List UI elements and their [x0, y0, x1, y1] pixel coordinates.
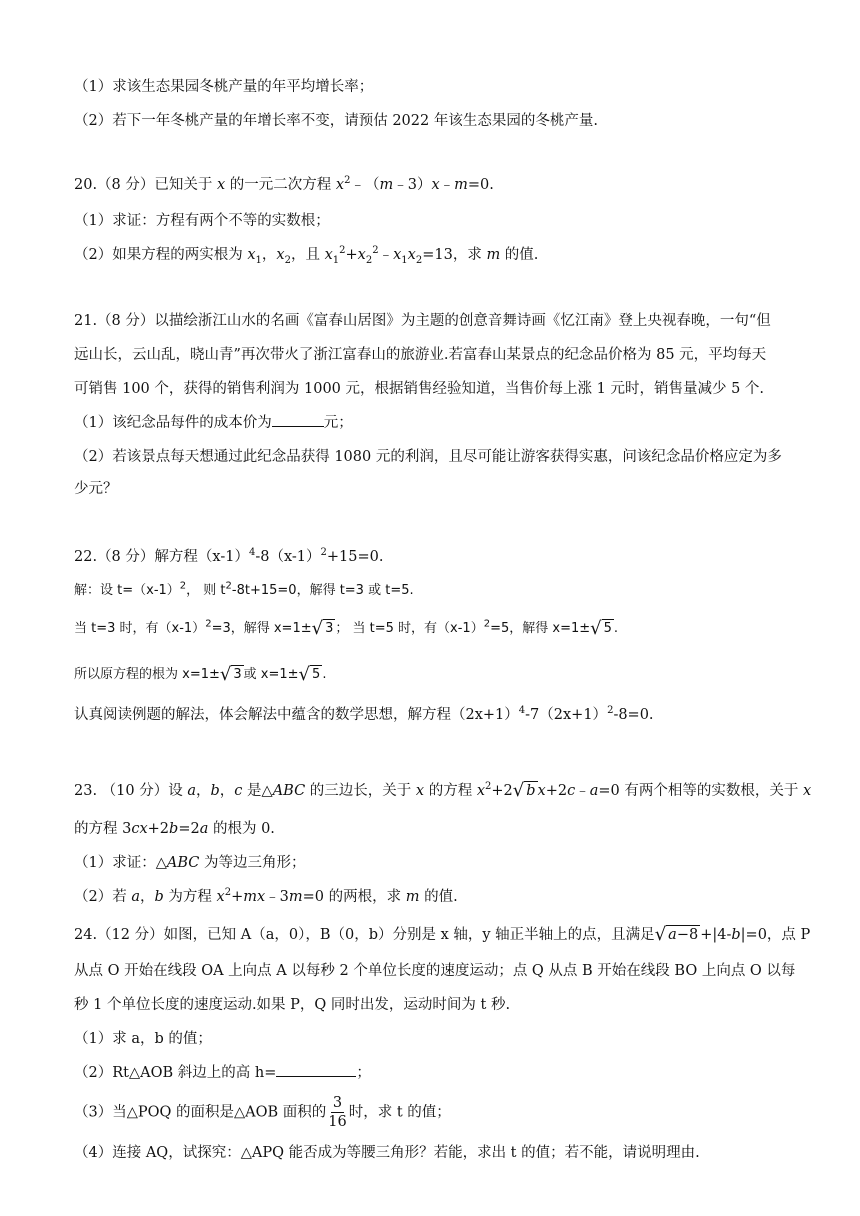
- q23-stem-1: 23. （10 分）设 a，b，c 是△ABC 的三边长，关于 x 的方程 $x^2+2$ √ b x+2c﹣a=0 有两个相等的实数根，关于 x: [74, 780, 812, 801]
- answer-blank[interactable]: [276, 1062, 356, 1077]
- q21-line-2: 远山长，云山乱，晓山青”再次带火了浙江富春山的旅游业.若富春山某景点的纪念品价格为 85 元，平均每天: [74, 347, 767, 363]
- sqrt-3: √ 3: [219, 663, 242, 685]
- q20-part-2: （2）如果方程的两实根为 $x_1$，$x_2$，且 $x_1^2+x_2^2﹣x_1x_2=13$，求 m 的值.: [74, 245, 539, 266]
- fraction-3-16: $\frac{3}{16}$: [328, 1095, 347, 1130]
- q21-line-1: 21.（8 分）以描绘浙江山水的名画《富春山居图》为主题的创意音舞诗画《忆江南》登上央视春晚，一句“但: [74, 313, 771, 329]
- q21-part-2-cont: 少元？: [74, 481, 118, 497]
- sqrt-b: √ b: [512, 780, 536, 801]
- q23-stem-2: 的方程 3cx+2b=2a 的根为 0.: [74, 821, 275, 837]
- q22-stem: 22.（8 分）解方程$(x-1)^4-8(x-1)^2+15=0$.: [74, 547, 384, 565]
- q23-part-1: （1）求证：△ABC 为等边三角形；: [74, 855, 306, 871]
- q22-solution-2: 当 t=3 时，有$(x-1)^2=3$，解得 x=1± √ 3 ； 当 t=5 时，有$(x-1)^2=5$，解得 x=1± √ 5 .: [74, 617, 619, 639]
- q21-part-1: （1）该纪念品每件的成本价为 元；: [74, 412, 353, 434]
- q24-part-2: （2）Rt△AOB 斜边上的高 h= ；: [74, 1062, 371, 1084]
- q24-stem-3: 秒 1 个单位长度的速度运动.如果 P，Q 同时出发，运动时间为 t 秒.: [74, 997, 511, 1013]
- q20-part-1: （1）求证：方程有两个不等的实数根；: [74, 213, 330, 229]
- q23-part-2: （2）若 a，b 为方程 $x^2+mx﹣3m=0$ 的两根，求 m 的值.: [74, 887, 458, 905]
- sqrt-5: √ 5: [298, 663, 321, 685]
- q21-part-2: （2）若该景点每天想通过此纪念品获得 1080 元的利润，且尽可能让游客获得实惠，问该纪念品价格应定为多: [74, 449, 782, 465]
- sqrt-5: √ 5: [590, 617, 612, 639]
- q24-stem-1: 24.（12 分）如图，已知 A（a，0），B（0，b）分别是 x 轴，y 轴正半轴上的点，且满足 √ a−8 +|4-b|=0，点 P: [74, 924, 811, 945]
- q22-task: 认真阅读例题的解法，体会解法中蕴含的数学思想，解方程$(2x+1)^4-7(2x+1)^2-8=0$.: [74, 705, 654, 723]
- answer-blank[interactable]: [272, 412, 324, 427]
- q24-part-1: （1）求 a，b 的值；: [74, 1031, 212, 1047]
- sqrt-3: √ 3: [311, 617, 334, 639]
- q19-part-1: （1）求该生态果园冬桃产量的年平均增长率；: [74, 79, 374, 95]
- q22-solution-3: 所以原方程的根为 x=1± √ 3 或 x=1± √ 5 .: [74, 663, 327, 685]
- q24-part-3: （3）当△POQ 的面积是△AOB 面积的 $\frac{3}{16}$ 时，求 t 的值；: [74, 1095, 451, 1130]
- q24-part-4: （4）连接 AQ，试探究：△APQ 能否成为等腰三角形？若能，求出 t 的值；若不能，请说明理由.: [74, 1145, 700, 1161]
- sqrt-a-minus-8: √ a−8: [654, 924, 699, 945]
- q20-stem: 20.（8 分）已知关于 x 的一元二次方程 $x^2﹣(m﹣3)x﹣m=0$.: [74, 175, 494, 193]
- q24-stem-2: 从点 O 开始在线段 OA 上向点 A 以每秒 2 个单位长度的速度运动；点 Q 从点 B 开始在线段 BO 上向点 O 以每: [74, 963, 796, 979]
- q22-solution-1: 解：设 $t=(x-1)^2$， 则 $t^2-8t+15=0$，解得 t=3 或 t=5.: [74, 580, 414, 598]
- q21-line-3: 可销售 100 个，获得的销售利润为 1000 元，根据销售经验知道，当售价每上涨 1 元时，销售量减少 5 个.: [74, 381, 765, 397]
- q19-part-2: （2）若下一年冬桃产量的年增长率不变，请预估 2022 年该生态果园的冬桃产量.: [74, 113, 598, 129]
